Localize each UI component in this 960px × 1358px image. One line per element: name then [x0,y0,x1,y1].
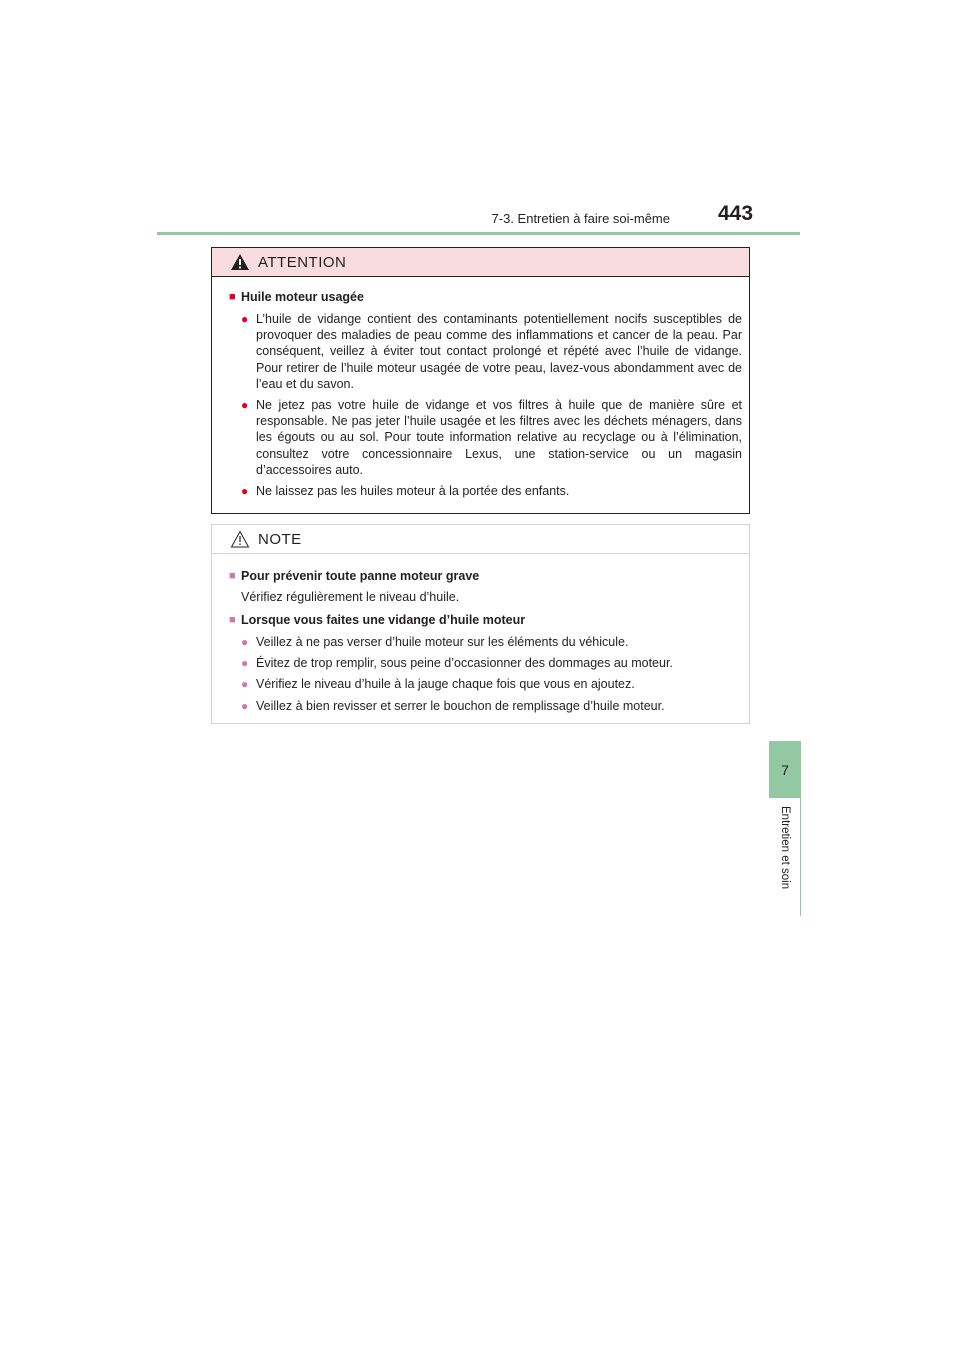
attention-item: ● Ne jetez pas votre huile de vidange et vos filtres à huile que de manière sûre et responsable. Ne pas jeter l’huile usagée et les filtres avec les déchets ménagers, dans les égouts ou au sol. Pour toute information relative au recyclage ou à l’élimination, consultez votre concessionnaire Lexus, une station-service ou un magasin d’accessoires auto. [241,398,742,477]
page-number: 443 [718,202,754,225]
square-bullet-icon: ■ [229,291,236,303]
attention-heading: ■ Huile moteur usagée [229,290,364,304]
note-item: ● Vérifiez le niveau d’huile à la jauge chaque fois que vous en ajoutez. [241,677,635,692]
note-box [211,524,750,724]
attention-body [212,277,749,499]
header-title: 7-3. Entretien à faire soi-même [491,211,670,226]
attention-item: ● L’huile de vidange contient des contaminants potentiellement nocifs susceptibles de provoquer des maladies de peau comme des inflammations et cancer de la peau. Par conséquent, veillez à éviter tout contact prolongé et répété avec l’huile de vidange. Pour retirer de l’huile moteur usagée de votre peau, lavez-vous abondamment avec de l’eau et du savon. [241,312,742,391]
attention-box [211,247,750,514]
round-bullet-icon: ● [241,698,249,713]
round-bullet-icon: ● [241,484,249,499]
square-bullet-icon: ■ [229,570,236,582]
round-bullet-icon: ● [241,398,249,413]
attention-header [212,248,749,277]
note-body [212,554,749,714]
note-heading-1: ■ Pour prévenir toute panne moteur grave [229,569,480,583]
attention-item: ● Ne laissez pas les huiles moteur à la portée des enfants. [241,484,570,499]
note-text-1: Vérifiez régulièrement le niveau d’huile. [241,590,460,604]
warning-triangle-filled-icon [230,253,250,271]
round-bullet-icon: ● [241,677,249,692]
warning-triangle-outline-icon [230,530,250,548]
note-header [212,525,749,554]
note-item: ● Veillez à bien revisser et serrer le bouchon de remplissage d’huile moteur. [241,698,665,713]
chapter-rule [800,798,801,916]
attention-title: ATTENTION [258,253,347,271]
note-heading-2: ■ Lorsque vous faites une vidange d’huile moteur [229,613,526,627]
note-item: ● Veillez à ne pas verser d’huile moteur sur les éléments du véhicule. [241,635,629,649]
round-bullet-icon: ● [241,656,249,671]
chapter-label: Entretien et soin [779,806,791,890]
chapter-tab: 7 [769,741,801,798]
square-bullet-icon: ■ [229,614,236,626]
note-title: NOTE [258,530,302,548]
round-bullet-icon: ● [241,312,249,326]
header-rule [157,232,800,235]
note-item: ● Évitez de trop remplir, sous peine d’occasionner des dommages au moteur. [241,656,673,671]
round-bullet-icon: ● [241,635,249,649]
